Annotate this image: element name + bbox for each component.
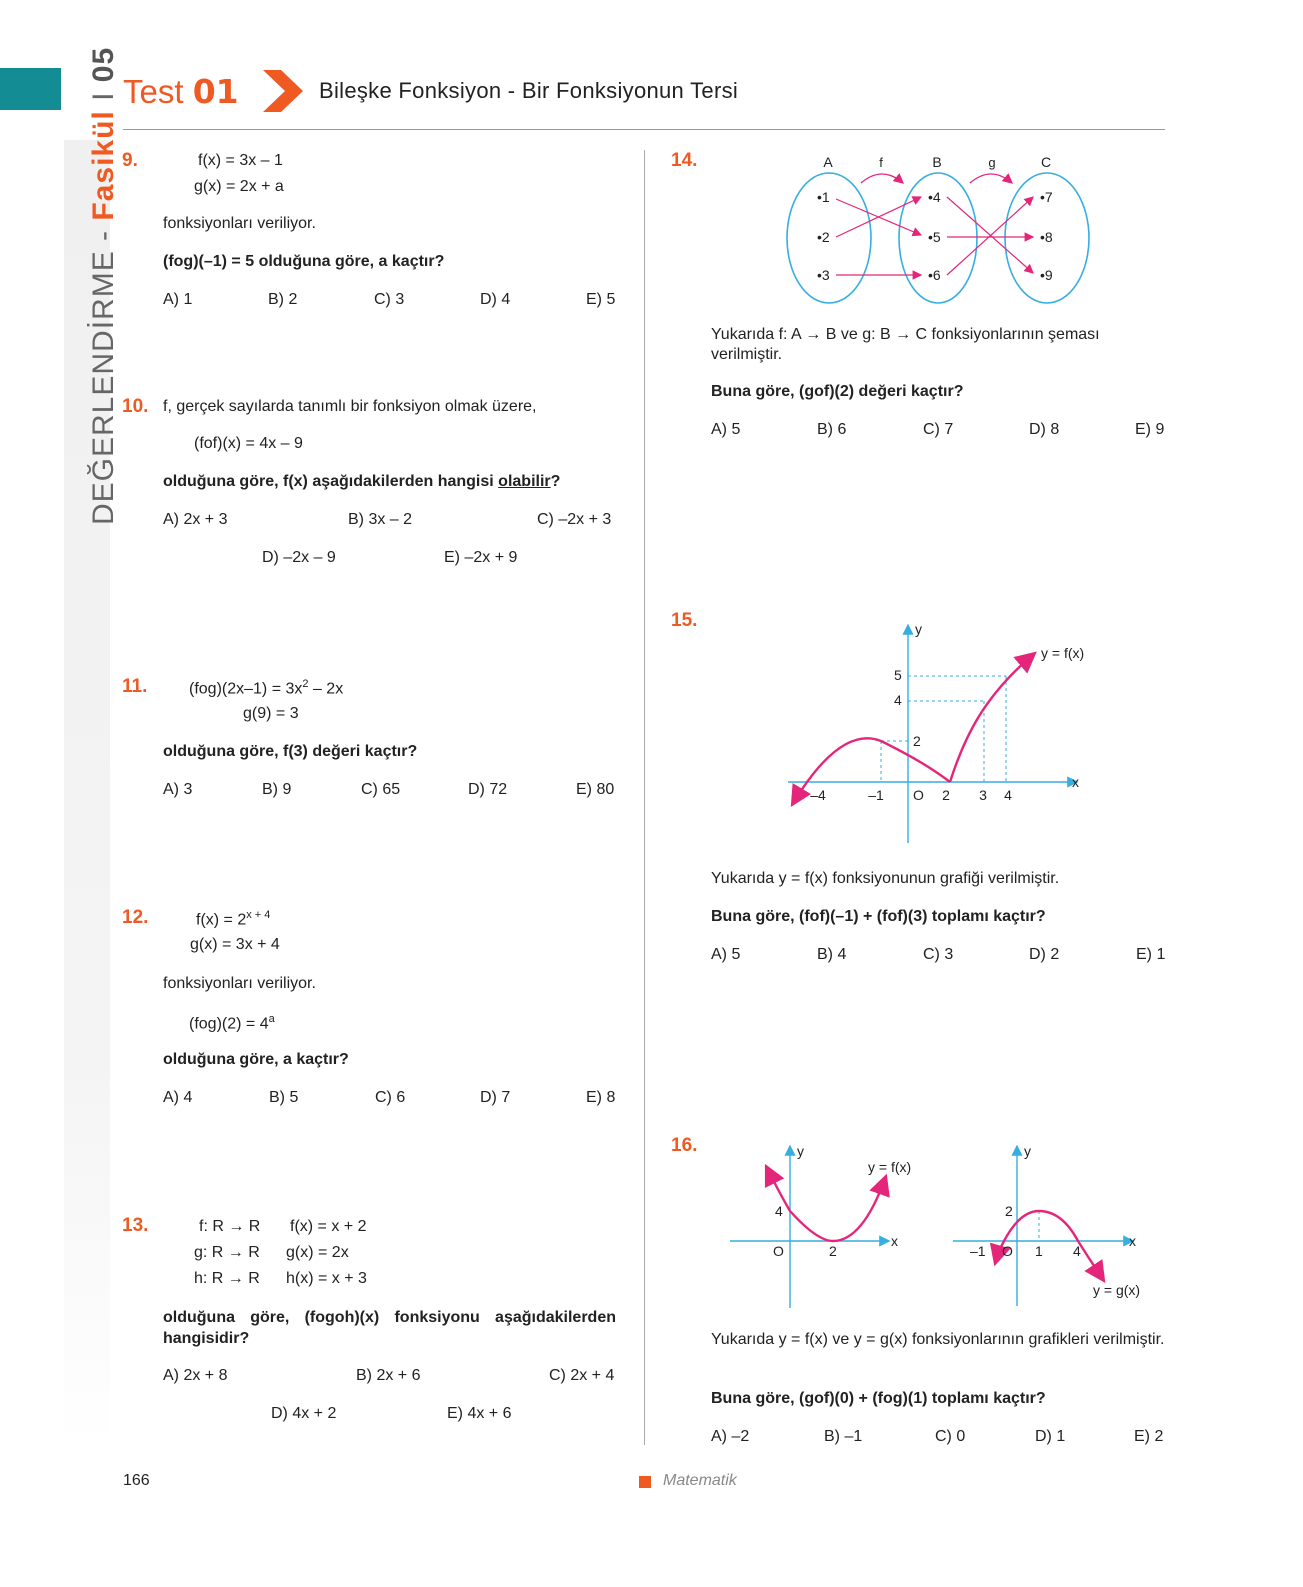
q13-def-g: g: R → R: [194, 1244, 260, 1261]
y-tick-4: 4: [894, 692, 902, 708]
q12-line2: g(x) = 3x + 4: [190, 936, 280, 953]
element-a2: •2: [817, 229, 830, 245]
q13-question: olduğuna göre, (fogoh)(x) fonksiyonu aşağıdakilerden hangisidir?: [163, 1309, 616, 1347]
q11-question: olduğuna göre, f(3) değeri kaçtır?: [163, 743, 418, 760]
q14-text: Yukarıda f: A → B ve g: B → C fonksiyonlarının şeması verilmiştir.: [711, 326, 1100, 363]
q12-equation: $(fog)(2) = 4^a$: [189, 1013, 275, 1033]
origin-label: O: [913, 787, 924, 803]
q9-number: 9.: [122, 150, 138, 171]
q14-option-b[interactable]: B) 6: [817, 421, 847, 438]
q10-text: f, gerçek sayılarda tanımlı bir fonksiyon olmak üzere,: [163, 398, 537, 415]
q16-option-b[interactable]: B) –1: [824, 1428, 863, 1445]
q16-graph-f: [725, 1138, 912, 1313]
q11-option-e[interactable]: E) 80: [576, 781, 615, 798]
side-brand: Fasikül: [87, 110, 120, 221]
q9-option-d[interactable]: D) 4: [480, 291, 511, 308]
q12-option-d[interactable]: D) 7: [480, 1089, 511, 1106]
q9-option-c[interactable]: C) 3: [374, 291, 405, 308]
q15-question: Buna göre, (fof)(–1) + (fof)(3) toplamı kaçtır?: [711, 908, 1046, 925]
map-f-arrow: [861, 174, 903, 183]
q9-option-a[interactable]: A) 1: [163, 291, 193, 308]
q13-option-c[interactable]: C) 2x + 4: [549, 1367, 615, 1384]
q12-number: 12.: [122, 907, 149, 928]
chevron-icon: [263, 68, 305, 114]
x-axis-label: x: [1129, 1233, 1136, 1249]
q10-equation: (fof)(x) = 4x – 9: [194, 435, 303, 452]
q13-def-h: h: R → R: [194, 1270, 260, 1287]
q13-rule-f: f(x) = x + 2: [290, 1218, 367, 1235]
x-tick-3: 3: [979, 787, 987, 803]
q10-option-c[interactable]: C) –2x + 3: [537, 511, 612, 528]
q10-number: 10.: [122, 396, 149, 417]
q15-option-b[interactable]: B) 4: [817, 946, 847, 963]
element-b6: •6: [928, 267, 941, 283]
element-b4: •4: [928, 189, 941, 205]
origin-label: O: [1002, 1243, 1013, 1259]
q9-option-e[interactable]: E) 5: [586, 291, 616, 308]
set-b-label: B: [932, 154, 942, 170]
y-axis-label: y: [915, 621, 922, 637]
subject-label: Matematik: [663, 1472, 737, 1489]
y-axis-label: y: [1024, 1143, 1031, 1159]
q12-option-c[interactable]: C) 6: [375, 1089, 406, 1106]
q14-question: Buna göre, (gof)(2) değeri kaçtır?: [711, 383, 964, 400]
element-a3: •3: [817, 267, 830, 283]
q16-text: Yukarıda y = f(x) ve y = g(x) fonksiyonlarının grafikleri verilmiştir.: [711, 1331, 1165, 1348]
q13-rule-h: h(x) = x + 3: [286, 1270, 367, 1287]
q16-option-c[interactable]: C) 0: [935, 1428, 966, 1445]
element-c7: •7: [1040, 189, 1053, 205]
map-g-arrow: [970, 174, 1012, 183]
teal-tab: [0, 68, 61, 110]
q12-question: olduğuna göre, a kaçtır?: [163, 1051, 349, 1068]
test-heading: Test 01: [123, 72, 239, 111]
q14-option-c[interactable]: C) 7: [923, 421, 954, 438]
q13-option-a[interactable]: A) 2x + 8: [163, 1367, 228, 1384]
q9-line2: g(x) = 2x + a: [194, 178, 284, 195]
side-label: DEĞERLENDİRME - Fasikül I 05: [87, 46, 120, 525]
q15-option-d[interactable]: D) 2: [1029, 946, 1060, 963]
q12-option-b[interactable]: B) 5: [269, 1089, 299, 1106]
column-divider: [644, 150, 645, 1445]
f-curve-right: [950, 653, 1035, 782]
element-c9: •9: [1040, 267, 1053, 283]
q11-option-b[interactable]: B) 9: [262, 781, 292, 798]
q15-option-c[interactable]: C) 3: [923, 946, 954, 963]
q15-option-a[interactable]: A) 5: [711, 946, 741, 963]
q12-line1: $f(x) = 2^{x + 4}$: [196, 909, 271, 929]
q15-text: Yukarıda y = f(x) fonksiyonunun grafiği verilmiştir.: [711, 870, 1060, 887]
q13-def-f: f: R → R: [199, 1218, 261, 1235]
x-tick-2: 2: [942, 787, 950, 803]
curve-label: y = f(x): [868, 1159, 912, 1175]
y-tick-2: 2: [1005, 1203, 1013, 1219]
x-tick-4: 4: [1073, 1243, 1081, 1259]
q9-question: (fog)(–1) = 5 olduğuna göre, a kaçtır?: [163, 253, 445, 270]
x-axis-label: x: [1072, 774, 1079, 790]
q13-rule-g: g(x) = 2x: [286, 1244, 349, 1261]
q11-option-a[interactable]: A) 3: [163, 781, 193, 798]
x-tick-4: 4: [1004, 787, 1012, 803]
q11-number: 11.: [122, 676, 148, 697]
curve-label: y = g(x): [1093, 1282, 1141, 1298]
set-a-label: A: [823, 154, 833, 170]
q16-option-d[interactable]: D) 1: [1035, 1428, 1066, 1445]
x-tick--1: –1: [868, 787, 884, 803]
q14-number: 14.: [671, 150, 698, 171]
q15-number: 15.: [671, 610, 698, 631]
q10-option-d[interactable]: D) –2x – 9: [262, 549, 336, 566]
subject-square-icon: [639, 1476, 651, 1488]
q16-number: 16.: [671, 1135, 698, 1156]
y-axis-label: y: [797, 1143, 804, 1159]
map-f-label: f: [879, 155, 883, 170]
q12-option-e[interactable]: E) 8: [586, 1089, 616, 1106]
q11-line1: $(fog)(2x-1) = 3x^2 - 2x$: [189, 678, 344, 698]
side-number: 05: [87, 46, 120, 83]
q11-line2: g(9) = 3: [243, 705, 299, 722]
q14-option-e[interactable]: E) 9: [1135, 421, 1165, 438]
q13-option-d[interactable]: D) 4x + 2: [271, 1405, 337, 1422]
q16-question: Buna göre, (gof)(0) + (fog)(1) toplamı kaçtır?: [711, 1390, 1046, 1407]
element-a1: •1: [817, 189, 830, 205]
page-number: 166: [123, 1472, 150, 1489]
q10-option-e[interactable]: E) –2x + 9: [444, 549, 518, 566]
q12-text: fonksiyonları veriliyor.: [163, 975, 316, 992]
x-tick--1: –1: [970, 1243, 986, 1259]
q11-option-d[interactable]: D) 72: [468, 781, 508, 798]
element-b5: •5: [928, 229, 941, 245]
origin-label: O: [773, 1243, 784, 1259]
q11-option-c[interactable]: C) 65: [361, 781, 401, 798]
q16-option-a[interactable]: A) –2: [711, 1428, 750, 1445]
q15-option-e[interactable]: E) 1: [1136, 946, 1166, 963]
page-title: Bileşke Fonksiyon - Bir Fonksiyonun Tersi: [319, 78, 739, 103]
set-c-label: C: [1040, 154, 1052, 170]
q13-option-b[interactable]: B) 2x + 6: [356, 1367, 421, 1384]
header-divider: [123, 129, 1165, 130]
g-curve-right: [1039, 1211, 1104, 1281]
q14-option-a[interactable]: A) 5: [711, 421, 741, 438]
x-tick--4: –4: [810, 787, 826, 803]
q9-line1: f(x) = 3x – 1: [198, 152, 283, 169]
y-tick-2: 2: [913, 733, 921, 749]
y-tick-4: 4: [775, 1203, 783, 1219]
q9-text: fonksiyonları veriliyor.: [163, 215, 316, 232]
f-curve-right: [790, 1176, 886, 1241]
arrow-2-to-4: [836, 197, 921, 237]
q13-number: 13.: [122, 1215, 149, 1236]
q16-graph-g: [950, 1138, 1150, 1313]
curve-label: y = f(x): [1041, 645, 1085, 661]
q13-option-e[interactable]: E) 4x + 6: [447, 1405, 512, 1422]
test-number: 01: [192, 72, 239, 111]
q10-question: olduğuna göre, f(x) aşağıdakilerden hangisi olabilir?: [163, 473, 561, 490]
q14-mapping-diagram: [770, 145, 1100, 310]
q12-option-a[interactable]: A) 4: [163, 1089, 193, 1106]
q15-graph: [780, 615, 1100, 850]
q9-option-b[interactable]: B) 2: [268, 291, 298, 308]
q16-option-e[interactable]: E) 2: [1134, 1428, 1164, 1445]
q10-option-a[interactable]: A) 2x + 3: [163, 511, 228, 528]
x-axis-label: x: [891, 1233, 898, 1249]
y-tick-5: 5: [894, 667, 902, 683]
map-g-label: g: [988, 155, 996, 170]
x-tick-2: 2: [829, 1243, 837, 1259]
q10-option-b[interactable]: B) 3x – 2: [348, 511, 413, 528]
q14-option-d[interactable]: D) 8: [1029, 421, 1060, 438]
x-tick-1: 1: [1035, 1243, 1043, 1259]
element-c8: •8: [1040, 229, 1053, 245]
